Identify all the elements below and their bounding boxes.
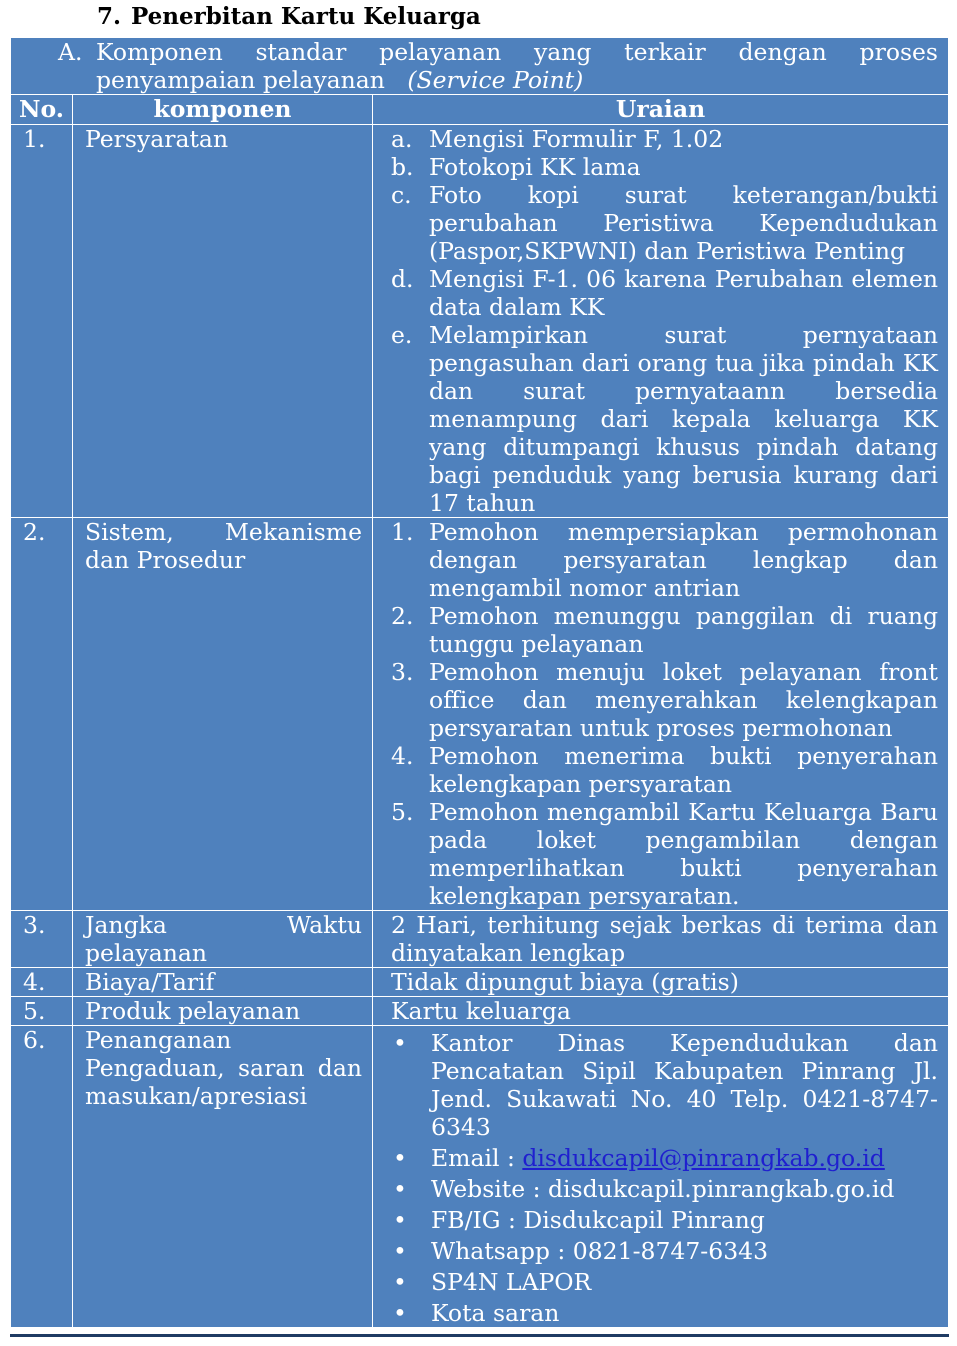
row-uraian (373, 518, 949, 911)
list-item: a. Mengisi Formulir F, 1.02 (391, 125, 724, 153)
row-komponen: Biaya/Tarif (73, 968, 373, 997)
table-row (11, 997, 949, 1026)
row-number: 2. (11, 518, 73, 911)
bullet-icon: • (393, 1029, 407, 1057)
list-item: c. Foto kopi surat keterangan/bukti perubahan Peristiwa Kependudukan (Paspor,SKPWNI) dan Peristiwa Penting (391, 181, 938, 265)
list-item: • Website : disdukcapil.pinrangkab.go.id (393, 1175, 895, 1203)
section-letter: A. (58, 38, 83, 66)
list-item: • Email : disdukcapil@pinrangkab.go.id (393, 1144, 885, 1172)
bullet-icon: • (393, 1299, 407, 1327)
table-row (11, 968, 949, 997)
section-row (11, 38, 949, 95)
list-item: • FB/IG : Disdukcapil Pinrang (393, 1206, 765, 1234)
table-bottom-border (10, 1334, 949, 1337)
row-komponen: Produk pelayanan (73, 997, 373, 1026)
list-item: e. Melampirkan surat pernyataan pengasuhan dari orang tua jika pindah KK dan surat pernyataann bersedia menampung dari kepala keluarga KK yang ditumpangi khusus pindah datang bagi penduduk yang berusia kurang dari 17 tahun (391, 321, 938, 517)
title-text: Penerbitan Kartu Keluarga (131, 3, 481, 30)
list-item: 1. Pemohon mempersiapkan permohonan dengan persyaratan lengkap dan mengambil nomor antrian (391, 518, 938, 602)
row-number: 5. (11, 997, 73, 1026)
page-title (97, 3, 481, 30)
bullet-icon: • (393, 1175, 407, 1203)
row-uraian: Kartu keluarga (373, 997, 949, 1026)
table-row (11, 1026, 949, 1328)
section-text: Komponen standar pelayanan yang terkair dengan proses penyampaian pelayanan (Service Point) (96, 38, 938, 94)
section-italic: (Service Point) (407, 66, 584, 94)
row-uraian (373, 125, 949, 518)
list-item: 5. Pemohon mengambil Kartu Keluarga Baru pada loket pengambilan dengan memperlihatkan bukti penyerahan kelengkapan persyaratan. (391, 798, 938, 910)
email-link[interactable]: disdukcapil@pinrangkab.go.id (522, 1144, 885, 1172)
list-item: b. Fotokopi KK lama (391, 153, 641, 181)
bullet-icon: • (393, 1144, 407, 1172)
header-no: No. (11, 95, 73, 125)
service-standard-table (10, 37, 949, 1328)
row-uraian: Tidak dipungut biaya (gratis) (373, 968, 949, 997)
list-item: • Kota saran (393, 1299, 560, 1327)
bullet-icon: • (393, 1237, 407, 1265)
list-item: 3. Pemohon menuju loket pelayanan front office dan menyerahkan kelengkapan persyaratan untuk proses permohonan (391, 658, 938, 742)
bullet-icon: • (393, 1206, 407, 1234)
row-number: 6. (11, 1026, 73, 1328)
row-number: 4. (11, 968, 73, 997)
list-item: d. Mengisi F-1. 06 karena Perubahan elemen data dalam KK (391, 265, 938, 321)
row-number: 3. (11, 911, 73, 968)
table-row (11, 125, 949, 518)
list-item: 2. Pemohon menunggu panggilan di ruang tunggu pelayanan (391, 602, 938, 658)
header-uraian: Uraian (373, 95, 949, 125)
header-komponen: komponen (73, 95, 373, 125)
list-item: 4. Pemohon menerima bukti penyerahan kelengkapan persyaratan (391, 742, 938, 798)
row-komponen: Sistem, Mekanisme dan Prosedur (73, 518, 373, 911)
row-uraian (373, 1026, 949, 1328)
bullet-icon: • (393, 1268, 407, 1296)
row-komponen: Penanganan Pengaduan, saran dan masukan/apresiasi (73, 1026, 373, 1328)
table-row (11, 911, 949, 968)
row-uraian: 2 Hari, terhitung sejak berkas di terima dan dinyatakan lengkap (373, 911, 949, 968)
row-komponen: Persyaratan (73, 125, 373, 518)
list-item: • Kantor Dinas Kependudukan dan Pencatatan Sipil Kabupaten Pinrang Jl. Jend. Sukawati No. 40 Telp. 0421-8747-6343 (393, 1029, 938, 1141)
row-number: 1. (11, 125, 73, 518)
table-row (11, 518, 949, 911)
list-item: • SP4N LAPOR (393, 1268, 592, 1296)
list-item: • Whatsapp : 0821-8747-6343 (393, 1237, 769, 1265)
row-komponen: Jangka Waktu pelayanan (73, 911, 373, 968)
table-header (11, 95, 949, 125)
title-number: 7. (97, 3, 122, 30)
